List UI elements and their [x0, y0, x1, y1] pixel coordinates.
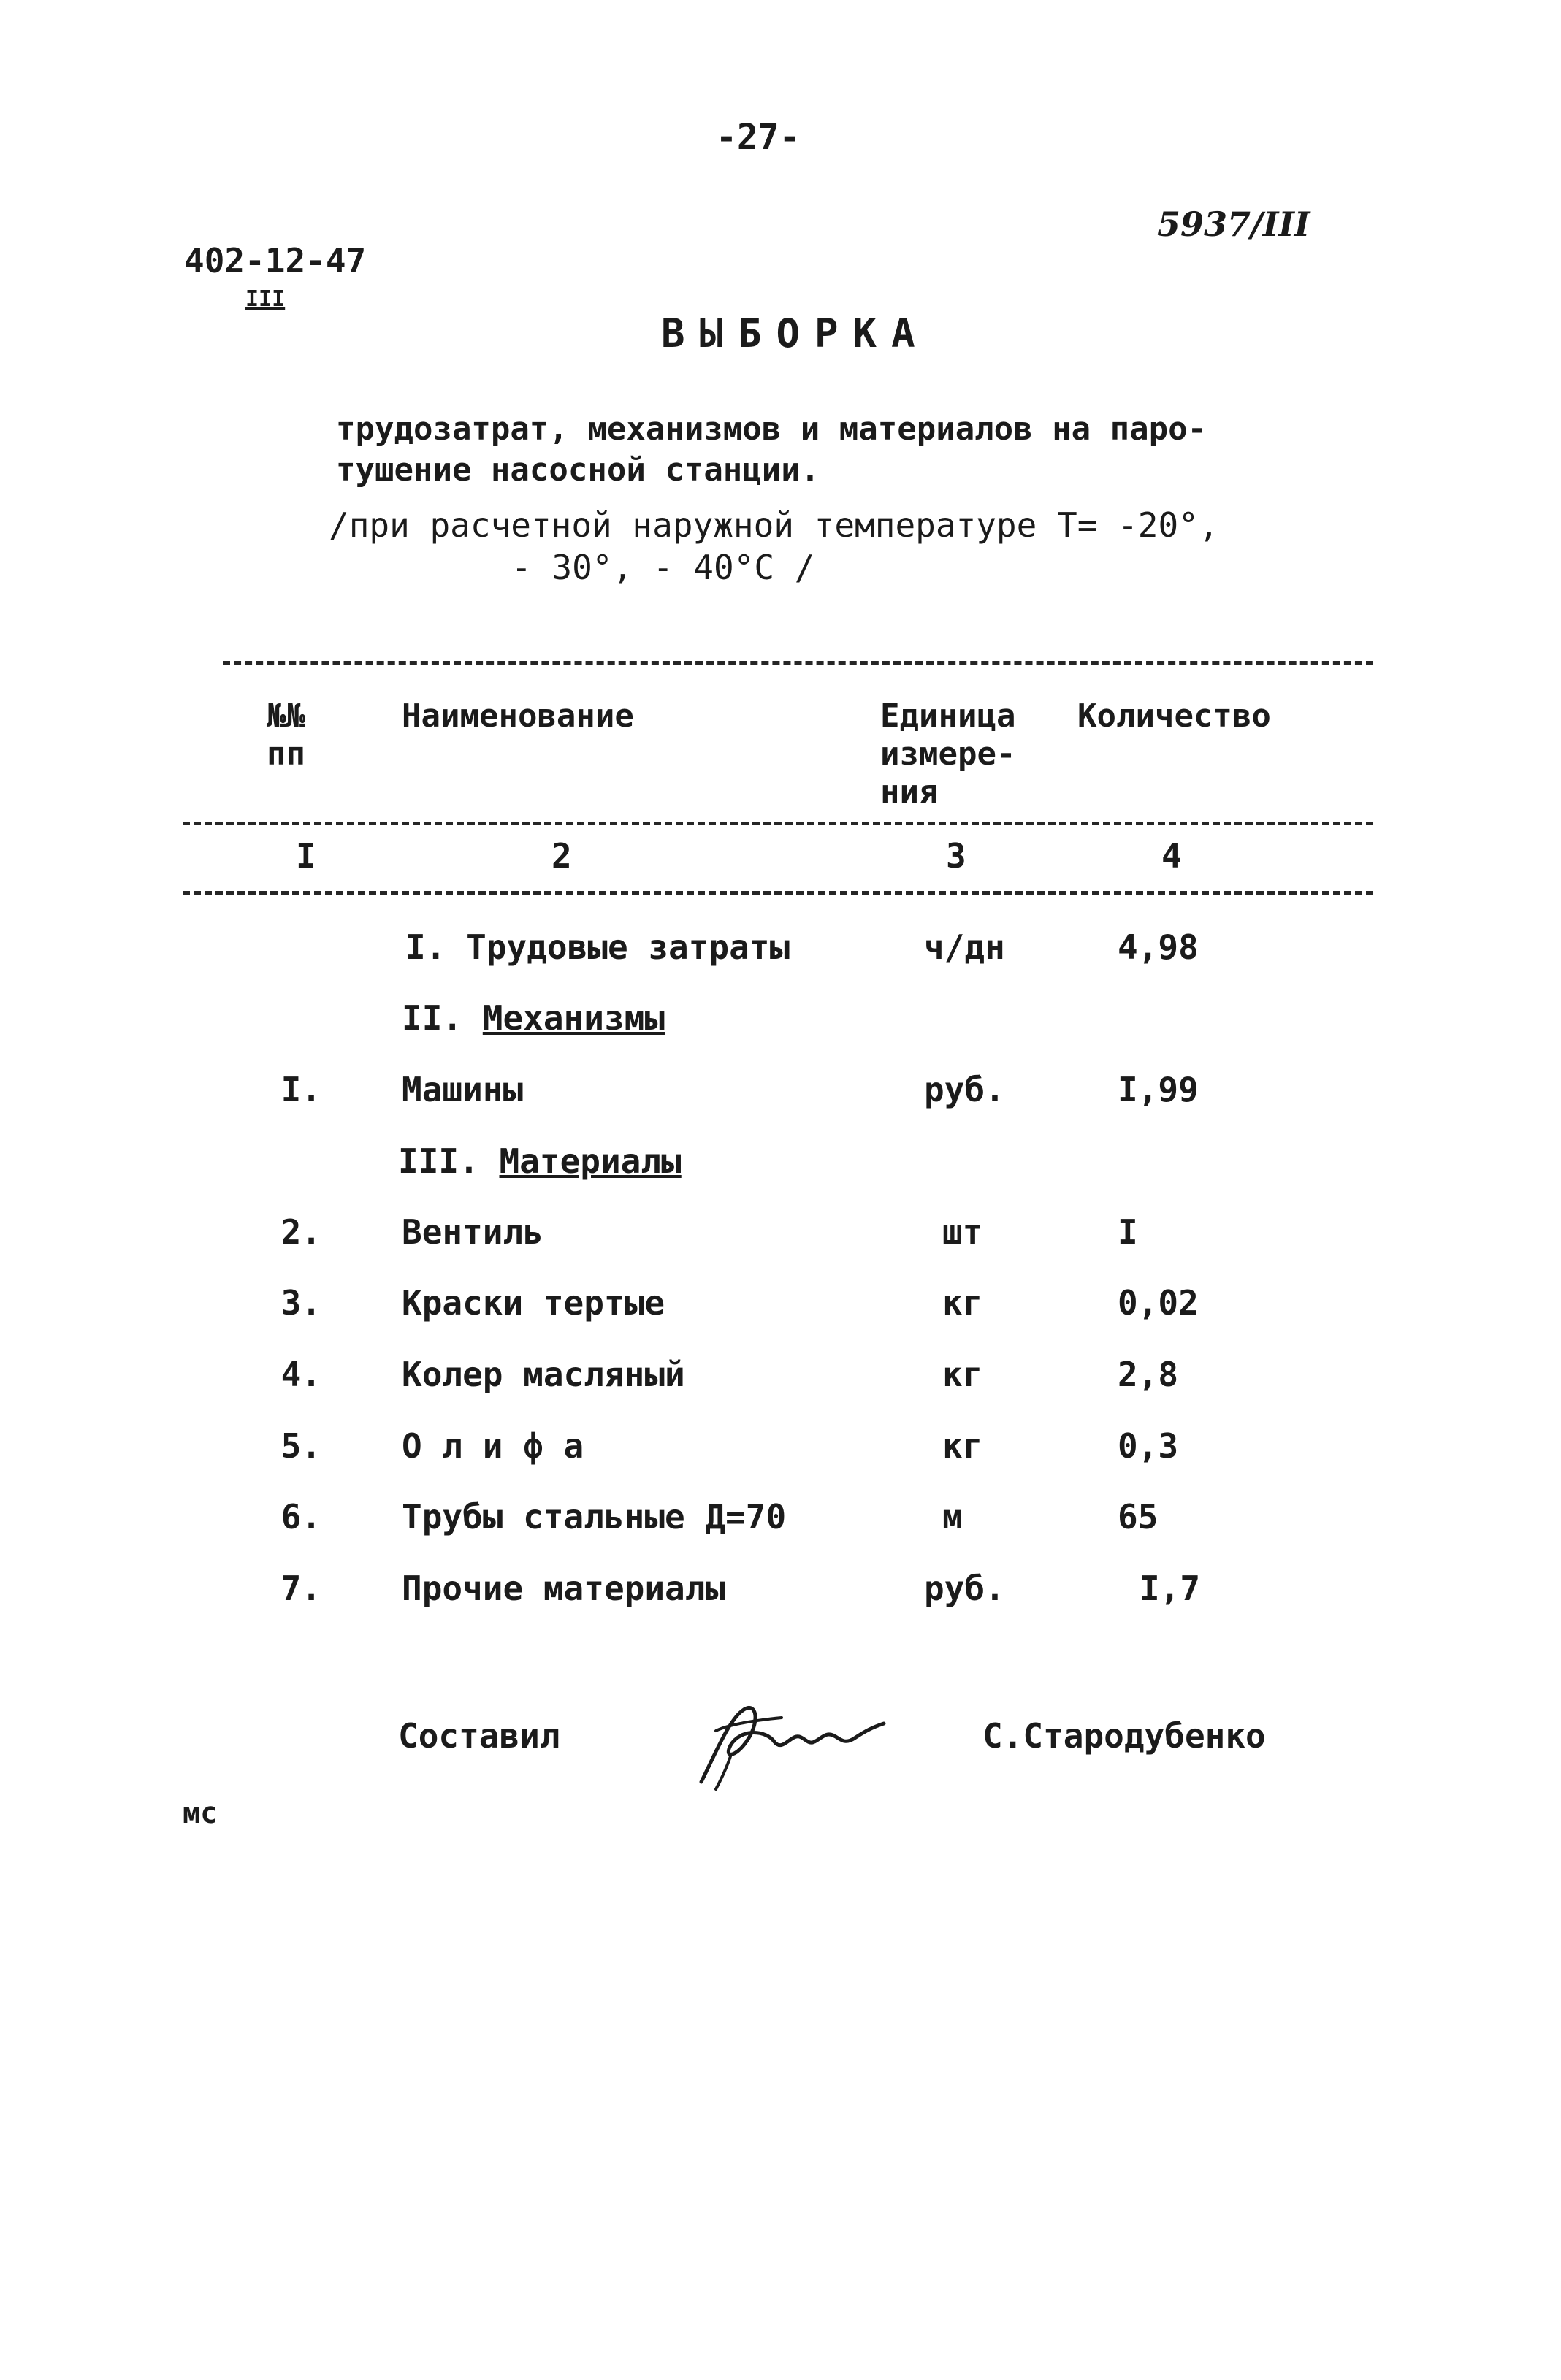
- row-9-num: 7.: [280, 1569, 321, 1608]
- row-5-name: Краски тертые: [402, 1283, 665, 1323]
- row-0-unit: ч/дн: [924, 927, 1005, 967]
- row-6-name: Колер масляный: [402, 1355, 685, 1394]
- header-name: Наименование: [402, 697, 634, 735]
- column-number-separator: [183, 891, 1373, 895]
- header-qty: Количество: [1077, 697, 1271, 735]
- temperature-note-line2: - 30°, - 40°C /: [511, 548, 815, 587]
- signature-image: [687, 1687, 906, 1797]
- row-8-name: Трубы стальные Д=70: [402, 1497, 787, 1537]
- header-unit: Единица измере- ния: [880, 697, 1016, 811]
- row-7-name: О л и ф а: [402, 1426, 584, 1466]
- column-number-2: 2: [551, 836, 572, 876]
- section-mechanisms-title: Механизмы: [482, 998, 665, 1038]
- row-8-unit: м: [942, 1497, 963, 1537]
- row-2-name: Машины: [402, 1070, 524, 1109]
- row-9-name: Прочие материалы: [402, 1569, 726, 1608]
- temperature-note-line1: /при расчетной наружной температуре T= -20°,: [329, 505, 1219, 545]
- document-code-sub: III: [245, 286, 286, 312]
- column-number-4: 4: [1161, 836, 1182, 876]
- row-5-num: 3.: [280, 1283, 321, 1323]
- row-9-qty: I,7: [1140, 1569, 1201, 1608]
- row-8-qty: 65: [1118, 1497, 1159, 1537]
- section-materials-title: Материалы: [499, 1141, 682, 1181]
- row-5-qty: 0,02: [1118, 1283, 1199, 1323]
- row-2-num: I.: [280, 1070, 321, 1109]
- row-9-unit: руб.: [924, 1569, 1005, 1608]
- document-subtitle: трудозатрат, механизмов и материалов на паро- тушение насосной станции.: [336, 410, 1207, 489]
- row-6-num: 4.: [280, 1355, 321, 1394]
- row-4-qty: I: [1118, 1212, 1138, 1252]
- row-0-name: I. Трудовые затраты: [405, 927, 790, 967]
- row-0-qty: 4,98: [1118, 927, 1199, 967]
- document-title: ВЫБОРКА: [661, 310, 930, 356]
- row-8-num: 6.: [280, 1497, 321, 1537]
- row-4-num: 2.: [280, 1212, 321, 1252]
- row-6-unit: кг: [942, 1355, 983, 1394]
- signer-name: С.Стародубенко: [982, 1716, 1266, 1756]
- section-mechanisms: [402, 998, 665, 1038]
- row-7-unit: кг: [942, 1426, 983, 1466]
- compiled-by-label: Составил: [398, 1716, 560, 1756]
- section-materials-prefix: III.: [398, 1141, 500, 1181]
- section-materials: [398, 1141, 682, 1181]
- row-5-unit: кг: [942, 1283, 983, 1323]
- row-6-qty: 2,8: [1118, 1355, 1179, 1394]
- column-number-1: I: [296, 836, 316, 876]
- row-2-qty: I,99: [1118, 1070, 1199, 1109]
- row-2-unit: руб.: [924, 1070, 1005, 1109]
- row-7-num: 5.: [280, 1426, 321, 1466]
- section-mechanisms-prefix: II.: [402, 998, 483, 1038]
- row-7-qty: 0,3: [1118, 1426, 1179, 1466]
- row-4-unit: шт: [942, 1212, 983, 1252]
- page-number: -27-: [716, 117, 801, 158]
- row-4-name: Вентиль: [402, 1212, 543, 1252]
- table-top-border: [223, 661, 1373, 665]
- header-num: №№ пп: [267, 697, 305, 773]
- document-code: 402-12-47: [184, 241, 367, 280]
- column-number-3: 3: [946, 836, 966, 876]
- archive-number: 5937/III: [1157, 204, 1310, 244]
- header-separator: [183, 822, 1373, 825]
- stamp-mark: мс: [183, 1797, 218, 1830]
